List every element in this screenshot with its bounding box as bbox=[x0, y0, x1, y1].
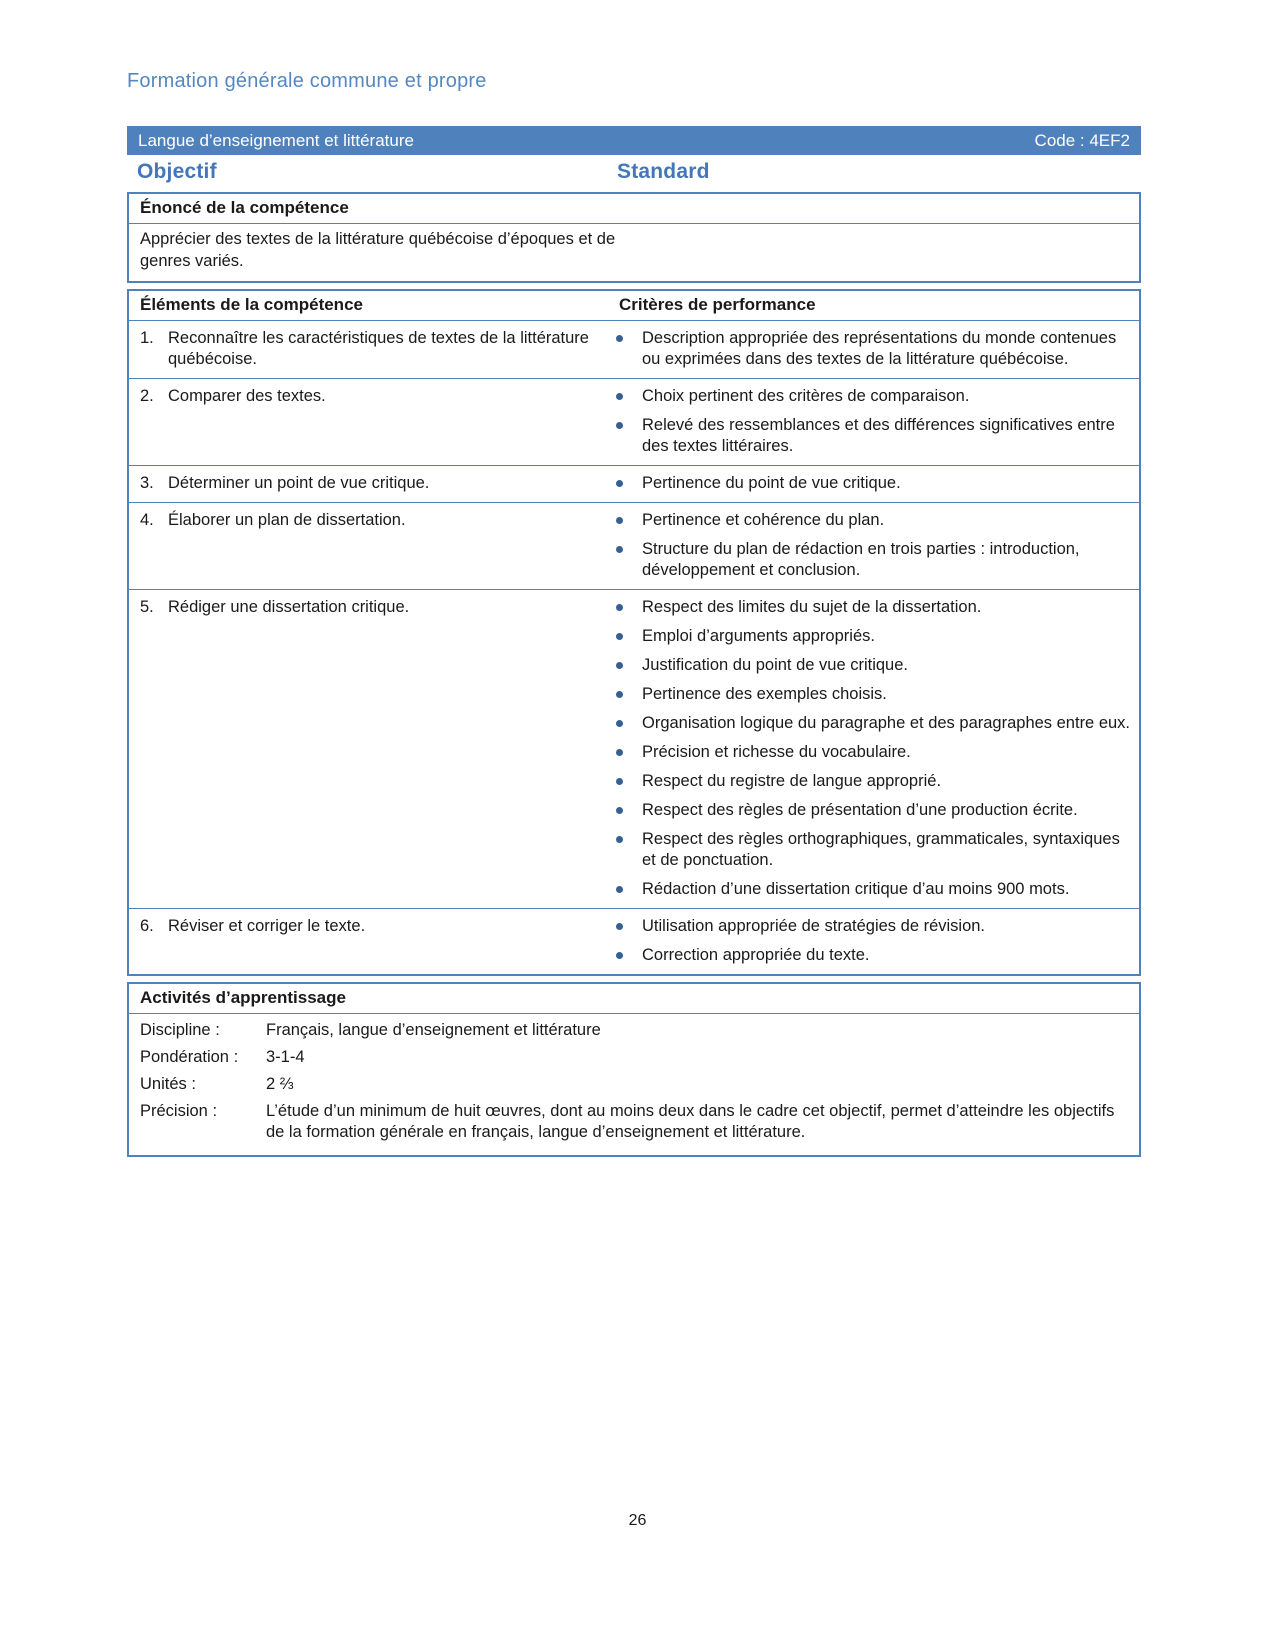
bullet-icon bbox=[616, 720, 623, 727]
bullet-icon bbox=[616, 952, 623, 959]
element-text: Réviser et corriger le texte. bbox=[168, 917, 366, 935]
bullet-icon bbox=[616, 393, 623, 400]
criteria-text: Rédaction d’une dissertation critique d’au moins 900 mots. bbox=[642, 880, 1070, 898]
criteria-item bbox=[607, 415, 1133, 457]
activity-label: Discipline : bbox=[140, 1021, 220, 1039]
criteria-item bbox=[607, 626, 1133, 647]
element-cell bbox=[129, 466, 607, 502]
activity-label: Unités : bbox=[140, 1075, 196, 1093]
banner-title: Langue d’enseignement et littérature bbox=[138, 130, 414, 150]
criteria-text: Pertinence et cohérence du plan. bbox=[642, 511, 885, 529]
bullet-icon bbox=[616, 691, 623, 698]
activity-value: 2 ⅔ bbox=[266, 1075, 294, 1093]
element-cell bbox=[129, 909, 607, 974]
activity-label: Précision : bbox=[140, 1102, 218, 1120]
criteria-item bbox=[607, 713, 1133, 734]
enonce-table bbox=[127, 192, 1141, 283]
table-row bbox=[129, 909, 1139, 974]
bullet-icon bbox=[616, 604, 623, 611]
page-content bbox=[127, 0, 1141, 1157]
criteria-text: Choix pertinent des critères de comparaison. bbox=[642, 387, 970, 405]
element-number: 1. bbox=[140, 329, 154, 347]
activites-content bbox=[129, 1014, 1139, 1155]
bullet-icon bbox=[616, 633, 623, 640]
criteria-item bbox=[607, 655, 1133, 676]
criteria-text: Relevé des ressemblances et des différences significatives entre des textes littéraires. bbox=[642, 416, 1115, 455]
elements-table bbox=[127, 289, 1141, 976]
criteria-item bbox=[607, 771, 1133, 792]
criteria-cell bbox=[607, 909, 1139, 974]
bullet-icon bbox=[616, 807, 623, 814]
criteria-text: Respect du registre de langue approprié. bbox=[642, 772, 942, 790]
criteria-header: Critères de performance bbox=[619, 295, 816, 314]
criteria-item bbox=[607, 742, 1133, 763]
table-row bbox=[129, 379, 1139, 466]
element-text: Comparer des textes. bbox=[168, 387, 326, 405]
activites-table bbox=[127, 982, 1141, 1157]
criteria-item bbox=[607, 539, 1133, 581]
criteria-item bbox=[607, 916, 1133, 937]
element-text: Élaborer un plan de dissertation. bbox=[168, 511, 406, 529]
element-number: 6. bbox=[140, 917, 154, 935]
elements-header: Éléments de la compétence bbox=[140, 295, 363, 314]
criteria-cell bbox=[607, 466, 1139, 502]
elements-header-row bbox=[129, 291, 1139, 321]
criteria-cell bbox=[607, 503, 1139, 589]
bullet-icon bbox=[616, 517, 623, 524]
element-cell bbox=[129, 321, 607, 378]
criteria-text: Correction appropriée du texte. bbox=[642, 946, 870, 964]
element-text: Reconnaître les caractéristiques de textes de la littérature québécoise. bbox=[168, 329, 589, 368]
table-row bbox=[129, 590, 1139, 909]
bullet-icon bbox=[616, 480, 623, 487]
element-cell bbox=[129, 503, 607, 589]
criteria-text: Emploi d’arguments appropriés. bbox=[642, 627, 875, 645]
element-cell bbox=[129, 590, 607, 908]
criteria-item bbox=[607, 328, 1133, 370]
table-row bbox=[129, 503, 1139, 590]
bullet-icon bbox=[616, 662, 623, 669]
criteria-text: Justification du point de vue critique. bbox=[642, 656, 908, 674]
enonce-title: Énoncé de la compétence bbox=[129, 194, 1139, 224]
element-cell bbox=[129, 379, 607, 465]
bullet-icon bbox=[616, 836, 623, 843]
criteria-text: Utilisation appropriée de stratégies de révision. bbox=[642, 917, 986, 935]
criteria-text: Respect des règles de présentation d’une production écrite. bbox=[642, 801, 1078, 819]
criteria-text: Pertinence du point de vue critique. bbox=[642, 474, 901, 492]
criteria-text: Respect des règles orthographiques, grammaticales, syntaxiques et de ponctuation. bbox=[642, 830, 1120, 869]
bullet-icon bbox=[616, 923, 623, 930]
element-number: 4. bbox=[140, 511, 154, 529]
bullet-icon bbox=[616, 546, 623, 553]
criteria-text: Organisation logique du paragraphe et des paragraphes entre eux. bbox=[642, 714, 1131, 732]
element-text: Déterminer un point de vue critique. bbox=[168, 474, 430, 492]
criteria-text: Structure du plan de rédaction en trois parties : introduction, développement et conclusion. bbox=[642, 540, 1080, 579]
criteria-item bbox=[607, 879, 1133, 900]
activity-value: L’étude d’un minimum de huit œuvres, dont au moins deux dans le cadre cet objectif, permet d’atteindre les objectifs de la formation générale en français, langue d’enseignement et littérature. bbox=[266, 1102, 1115, 1141]
activites-title: Activités d’apprentissage bbox=[129, 984, 1139, 1014]
bullet-icon bbox=[616, 422, 623, 429]
activity-value: Français, langue d’enseignement et littérature bbox=[266, 1021, 601, 1039]
criteria-item bbox=[607, 800, 1133, 821]
page-number: 26 bbox=[628, 1512, 647, 1529]
bullet-icon bbox=[616, 749, 623, 756]
table-row bbox=[129, 466, 1139, 503]
criteria-cell bbox=[607, 379, 1139, 465]
element-number: 2. bbox=[140, 387, 154, 405]
activity-value: 3-1-4 bbox=[266, 1048, 305, 1066]
criteria-text: Précision et richesse du vocabulaire. bbox=[642, 743, 911, 761]
criteria-text: Respect des limites du sujet de la dissertation. bbox=[642, 598, 982, 616]
table-row bbox=[129, 321, 1139, 379]
element-number: 5. bbox=[140, 598, 154, 616]
column-headings bbox=[127, 158, 1141, 188]
objectif-heading: Objectif bbox=[137, 160, 217, 183]
bullet-icon bbox=[616, 886, 623, 893]
criteria-cell bbox=[607, 590, 1139, 908]
standard-heading: Standard bbox=[617, 160, 710, 183]
criteria-item bbox=[607, 473, 1133, 494]
criteria-cell bbox=[607, 321, 1139, 378]
criteria-text: Description appropriée des représentations du monde contenues ou exprimées dans des textes de la littérature québécoise. bbox=[642, 329, 1117, 368]
element-text: Rédiger une dissertation critique. bbox=[168, 598, 410, 616]
banner-code: Code : 4EF2 bbox=[1034, 130, 1130, 150]
bullet-icon bbox=[616, 335, 623, 342]
bullet-icon bbox=[616, 778, 623, 785]
activity-label: Pondération : bbox=[140, 1048, 239, 1066]
element-number: 3. bbox=[140, 474, 154, 492]
criteria-item bbox=[607, 597, 1133, 618]
criteria-text: Pertinence des exemples choisis. bbox=[642, 685, 887, 703]
criteria-item bbox=[607, 386, 1133, 407]
enonce-text: Apprécier des textes de la littérature québécoise d’époques et de genres variés. bbox=[140, 230, 616, 270]
section-banner bbox=[127, 126, 1141, 155]
criteria-item bbox=[607, 945, 1133, 966]
document-header: Formation générale commune et propre bbox=[127, 70, 487, 92]
criteria-item bbox=[607, 510, 1133, 531]
criteria-item bbox=[607, 684, 1133, 705]
criteria-item bbox=[607, 829, 1133, 871]
